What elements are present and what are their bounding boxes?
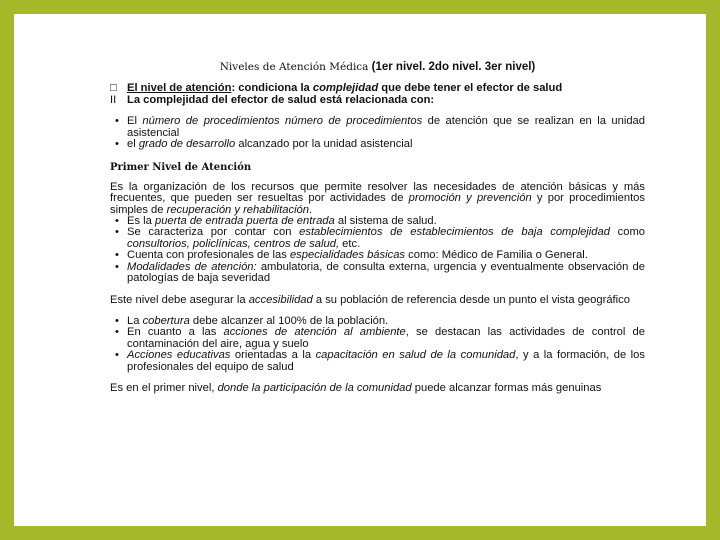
box-marker-icon: □ — [110, 82, 117, 95]
list-item: • Se caracteriza por contar con establecimientos de establecimientos de baja complejidad como consultorios, policlínicas, centros de salud, etc. — [110, 227, 645, 250]
page-title — [110, 62, 645, 73]
title-bold: (1er nivel. 2do nivel. 3er nivel) — [371, 61, 536, 73]
list-item: • el grado de desarrollo alcanzado por la unidad asistencial — [110, 139, 645, 150]
title-serif: Niveles de Atención Médica — [219, 61, 369, 73]
first-level-bullets — [110, 216, 645, 284]
header-line-1: □ El nivel de atención: condiciona la complejidad que debe tener el efector de salud — [110, 82, 563, 95]
bullet-icon: • — [115, 249, 119, 262]
bullet-icon: • — [115, 314, 119, 327]
list-item: • Cuenta con profesionales de las especialidades básicas como: Médico de Familia o General. — [110, 250, 645, 261]
bullet-icon: • — [115, 115, 119, 128]
paragraph-definition: Es la organización de los recursos que permite resolver las necesidades de atención básicas y más frecuentes, que pueden ser resueltas por actividades de promoción y prevención y por procedimientos simples de recuperación y rehabilitación. — [110, 180, 645, 216]
roman-marker: II — [110, 93, 117, 106]
section-title: Primer Nivel de Atención — [110, 162, 252, 174]
bullet-icon: • — [115, 226, 119, 239]
bullet-icon: • — [115, 138, 119, 151]
header-line-2: II La complejidad del efector de salud está relacionada con: — [110, 93, 435, 106]
bullet-icon: • — [115, 260, 119, 273]
slide-page — [14, 14, 706, 526]
list-item: • El número de procedimientos número de procedimientos de atención que se realizan en la unidad asistencial — [110, 116, 645, 139]
bullet-icon: • — [115, 326, 119, 339]
list-item: • Es la puerta de entrada puerta de entrada al sistema de salud. — [110, 216, 645, 227]
paragraph-community: Es en el primer nivel, donde la participación de la comunidad puede alcanzar formas más genuinas — [110, 381, 602, 394]
list-item: • La cobertura debe alcanzer al 100% de la población. — [110, 316, 645, 327]
document-body — [110, 62, 645, 394]
list-item: • Acciones educativas orientadas a la capacitación en salud de la comunidad, y a la formación, de los profesionales del equipo de salud — [110, 350, 645, 373]
list-item: • En cuanto a las acciones de atención al ambiente, se destacan las actividades de control de contaminación del aire, agua y suelo — [110, 327, 645, 350]
list-item: • Modalidades de atención: ambulatoria, de consulta externa, urgencia y eventualmente observación de patologías de baja severidad — [110, 262, 645, 285]
bullet-icon: • — [115, 349, 119, 362]
paragraph-accessibility: Este nivel debe asegurar la accesibilidad a su población de referencia desde un punto el vista geográfico — [110, 293, 630, 306]
complexity-bullets — [110, 116, 645, 150]
coverage-bullets — [110, 316, 645, 373]
bullet-icon: • — [115, 215, 119, 228]
